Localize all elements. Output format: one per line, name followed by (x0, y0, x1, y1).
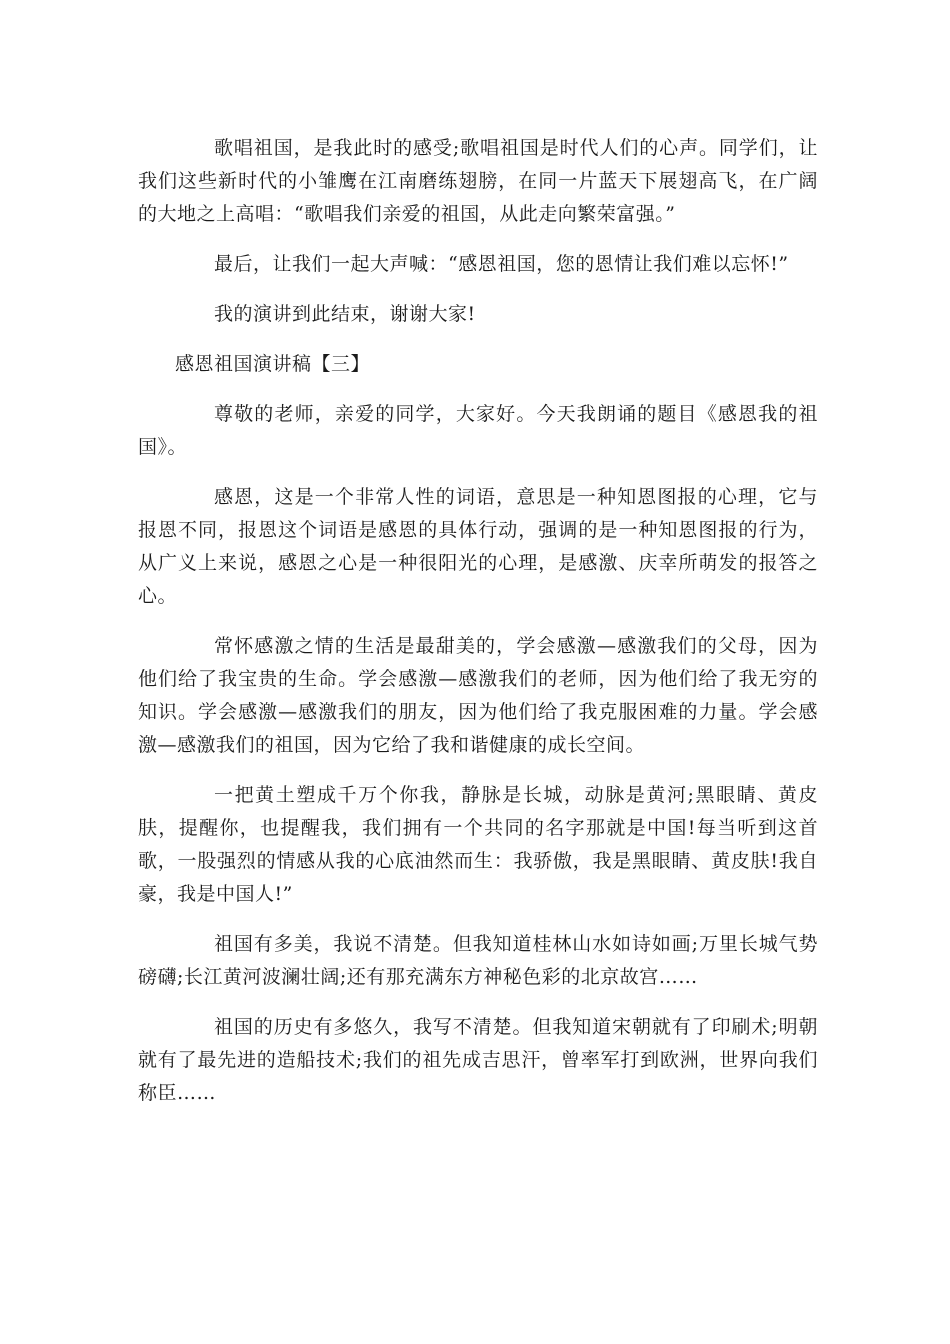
paragraph-motherland-history: 祖国的历史有多悠久，我写不清楚。但我知道宋朝就有了印刷术;明朝就有了最先进的造船技术;我们的祖先成吉思汗，曾率军打到欧洲，世界向我们称臣…… (138, 1016, 818, 1104)
paragraph-gratitude-meaning: 感恩，这是一个非常人性的词语，意思是一种知恩图报的心理，它与报恩不同，报恩这个词语是感恩的具体行动，强调的是一种知恩图报的行为，从广义上来说，感恩之心是一种很阳光的心理，是感激、庆幸所萌发的报答之心。 (138, 486, 818, 607)
paragraph-yellow-earth: 一把黄土塑成千万个你我，静脉是长城，动脉是黄河;黑眼睛、黄皮肤，提醒你，也提醒我，我们拥有一个共同的名字那就是中国!每当听到这首歌，一股强烈的情感从我的心底油然而生：我骄傲，我是黑眼睛、黄皮肤!我自豪，我是中国人!” (138, 784, 818, 905)
paragraph-final-shout: 最后，让我们一起大声喊：“感恩祖国，您的恩情让我们难以忘怀!” (214, 253, 789, 275)
paragraph-singing-motherland: 歌唱祖国，是我此时的感受;歌唱祖国是时代人们的心声。同学们，让我们这些新时代的小雏鹰在江南磨练翅膀，在同一片蓝天下展翅高飞，在广阔的大地之上高唱：“歌唱我们亲爱的祖国，从此走向繁荣富强。” (138, 137, 818, 225)
paragraph-greeting: 尊敬的老师，亲爱的同学，大家好。今天我朗诵的题目《感恩我的祖国》。 (138, 403, 818, 458)
section-heading: 感恩祖国演讲稿【三】 (175, 353, 371, 375)
paragraph-motherland-beauty: 祖国有多美，我说不清楚。但我知道桂林山水如诗如画;万里长城气势磅礴;长江黄河波澜壮阔;还有那充满东方神秘色彩的北京故宫…… (138, 933, 818, 988)
paragraph-closing: 我的演讲到此结束，谢谢大家! (214, 303, 476, 325)
paragraph-learn-gratitude: 常怀感激之情的生活是最甜美的，学会感激—感激我们的父母，因为他们给了我宝贵的生命。学会感激—感激我们的老师，因为他们给了我无穷的知识。学会感激—感激我们的朋友，因为他们给了我克服困难的力量。学会感激—感激我们的祖国，因为它给了我和谐健康的成长空间。 (138, 635, 818, 756)
document-page (138, 132, 818, 1110)
